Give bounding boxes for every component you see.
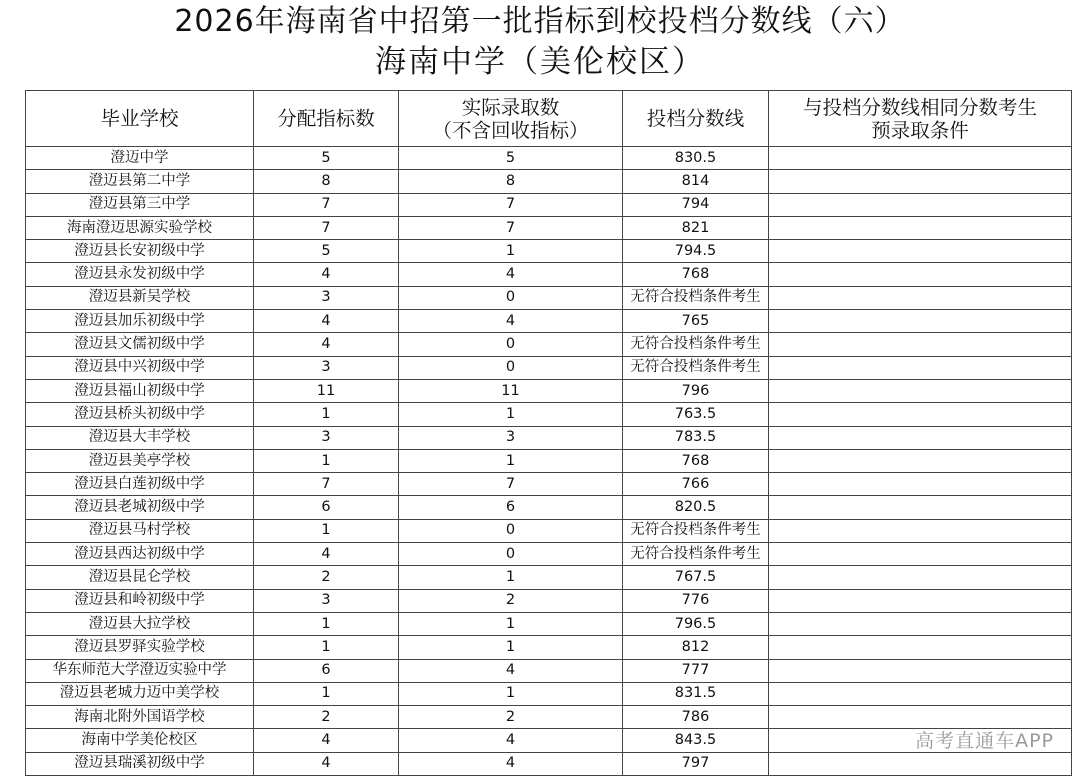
cell-score: 812 <box>623 636 769 659</box>
cell-admitted: 1 <box>399 403 623 426</box>
header-school: 毕业学校 <box>26 91 254 147</box>
cell-condition <box>769 636 1072 659</box>
table-row <box>26 356 1072 379</box>
cell-admitted: 1 <box>399 636 623 659</box>
cell-condition <box>769 379 1072 402</box>
cell-condition <box>769 496 1072 519</box>
cell-score: 无符合投档条件考生 <box>623 519 769 542</box>
cell-school: 澄迈县加乐初级中学 <box>26 310 254 333</box>
cell-score: 无符合投档条件考生 <box>623 543 769 566</box>
cell-school: 澄迈县大拉学校 <box>26 612 254 635</box>
cell-admitted: 2 <box>399 706 623 729</box>
cell-quota: 4 <box>254 752 399 775</box>
cell-score: 766 <box>623 473 769 496</box>
table-row <box>26 659 1072 682</box>
cell-school: 澄迈县桥头初级中学 <box>26 403 254 426</box>
cell-school: 华东师范大学澄迈实验中学 <box>26 659 254 682</box>
cell-school: 澄迈县西达初级中学 <box>26 543 254 566</box>
cell-admitted: 7 <box>399 473 623 496</box>
cell-admitted: 3 <box>399 426 623 449</box>
header-admitted-line1: 实际录取数 <box>461 95 560 119</box>
cell-condition <box>769 147 1072 170</box>
cell-admitted: 6 <box>399 496 623 519</box>
cell-admitted: 7 <box>399 193 623 216</box>
watermark-text: 高考直通车APP <box>915 730 1054 752</box>
cell-quota: 6 <box>254 496 399 519</box>
cell-quota: 1 <box>254 403 399 426</box>
cell-score: 765 <box>623 310 769 333</box>
cell-admitted: 1 <box>399 612 623 635</box>
cell-school: 澄迈县永发初级中学 <box>26 263 254 286</box>
cell-quota: 5 <box>254 240 399 263</box>
page-title: 2026年海南省中招第一批指标到校投档分数线（六） <box>174 4 906 39</box>
table-row <box>26 543 1072 566</box>
cell-condition <box>769 682 1072 705</box>
cell-score: 776 <box>623 589 769 612</box>
cell-school: 海南中学美伦校区 <box>26 729 254 752</box>
cell-condition <box>769 612 1072 635</box>
table-row <box>26 263 1072 286</box>
header-condition-line2: 预录取条件 <box>871 118 969 142</box>
table-row <box>26 403 1072 426</box>
cell-admitted: 0 <box>399 543 623 566</box>
cell-condition <box>769 659 1072 682</box>
cell-quota: 7 <box>254 216 399 239</box>
cell-score: 843.5 <box>623 729 769 752</box>
cell-admitted: 0 <box>399 333 623 356</box>
cell-condition <box>769 263 1072 286</box>
cell-condition <box>769 752 1072 775</box>
cell-admitted: 11 <box>399 379 623 402</box>
cell-quota: 3 <box>254 356 399 379</box>
cell-school: 澄迈县老城力迈中美学校 <box>26 682 254 705</box>
cell-admitted: 2 <box>399 589 623 612</box>
cell-score: 831.5 <box>623 682 769 705</box>
cell-score: 820.5 <box>623 496 769 519</box>
table-row <box>26 286 1072 309</box>
cell-condition <box>769 240 1072 263</box>
cell-quota: 2 <box>254 566 399 589</box>
table-row <box>26 496 1072 519</box>
cell-score: 777 <box>623 659 769 682</box>
cell-quota: 1 <box>254 519 399 542</box>
cell-quota: 4 <box>254 333 399 356</box>
cell-admitted: 0 <box>399 286 623 309</box>
cell-admitted: 4 <box>399 752 623 775</box>
score-table <box>25 90 1072 776</box>
cell-condition <box>769 473 1072 496</box>
cell-condition <box>769 449 1072 472</box>
cell-admitted: 1 <box>399 449 623 472</box>
cell-condition <box>769 286 1072 309</box>
table-body <box>26 147 1072 776</box>
cell-quota: 3 <box>254 426 399 449</box>
cell-quota: 3 <box>254 589 399 612</box>
cell-admitted: 4 <box>399 729 623 752</box>
cell-condition <box>769 356 1072 379</box>
cell-quota: 8 <box>254 170 399 193</box>
cell-condition <box>769 333 1072 356</box>
cell-quota: 11 <box>254 379 399 402</box>
cell-score: 无符合投档条件考生 <box>623 333 769 356</box>
cell-school: 澄迈县大丰学校 <box>26 426 254 449</box>
cell-quota: 4 <box>254 543 399 566</box>
cell-condition <box>769 519 1072 542</box>
cell-admitted: 0 <box>399 519 623 542</box>
cell-quota: 6 <box>254 659 399 682</box>
table-row <box>26 473 1072 496</box>
cell-admitted: 4 <box>399 659 623 682</box>
cell-score: 786 <box>623 706 769 729</box>
cell-school: 澄迈县昆仑学校 <box>26 566 254 589</box>
header-admitted <box>399 91 623 147</box>
cell-score: 768 <box>623 449 769 472</box>
cell-score: 797 <box>623 752 769 775</box>
table-row <box>26 449 1072 472</box>
cell-condition <box>769 543 1072 566</box>
cell-school: 澄迈县罗驿实验学校 <box>26 636 254 659</box>
table-row <box>26 426 1072 449</box>
table-row <box>26 636 1072 659</box>
table-row <box>26 333 1072 356</box>
cell-condition <box>769 403 1072 426</box>
header-quota: 分配指标数 <box>254 91 399 147</box>
cell-school: 海南北附外国语学校 <box>26 706 254 729</box>
cell-admitted: 4 <box>399 310 623 333</box>
cell-school: 澄迈中学 <box>26 147 254 170</box>
table-row <box>26 147 1072 170</box>
table-row <box>26 310 1072 333</box>
cell-quota: 2 <box>254 706 399 729</box>
cell-quota: 4 <box>254 729 399 752</box>
cell-score: 783.5 <box>623 426 769 449</box>
cell-score: 821 <box>623 216 769 239</box>
table-row <box>26 240 1072 263</box>
header-condition <box>769 91 1072 147</box>
cell-quota: 1 <box>254 682 399 705</box>
cell-condition <box>769 589 1072 612</box>
cell-score: 814 <box>623 170 769 193</box>
cell-admitted: 7 <box>399 216 623 239</box>
cell-score: 796 <box>623 379 769 402</box>
cell-quota: 1 <box>254 449 399 472</box>
cell-quota: 5 <box>254 147 399 170</box>
header-score: 投档分数线 <box>623 91 769 147</box>
cell-quota: 4 <box>254 310 399 333</box>
cell-quota: 1 <box>254 612 399 635</box>
cell-quota: 3 <box>254 286 399 309</box>
cell-school: 澄迈县老城初级中学 <box>26 496 254 519</box>
cell-score: 794.5 <box>623 240 769 263</box>
cell-admitted: 0 <box>399 356 623 379</box>
table-row <box>26 566 1072 589</box>
cell-score: 763.5 <box>623 403 769 426</box>
table-row <box>26 612 1072 635</box>
table-row <box>26 682 1072 705</box>
cell-quota: 7 <box>254 193 399 216</box>
cell-quota: 4 <box>254 263 399 286</box>
cell-school: 澄迈县福山初级中学 <box>26 379 254 402</box>
table-row <box>26 519 1072 542</box>
table-row <box>26 589 1072 612</box>
cell-score: 768 <box>623 263 769 286</box>
cell-score: 794 <box>623 193 769 216</box>
cell-quota: 7 <box>254 473 399 496</box>
cell-score: 无符合投档条件考生 <box>623 286 769 309</box>
table-row <box>26 193 1072 216</box>
cell-school: 澄迈县文儒初级中学 <box>26 333 254 356</box>
cell-school: 澄迈县瑞溪初级中学 <box>26 752 254 775</box>
cell-score: 830.5 <box>623 147 769 170</box>
cell-score: 796.5 <box>623 612 769 635</box>
cell-school: 澄迈县和岭初级中学 <box>26 589 254 612</box>
cell-admitted: 1 <box>399 566 623 589</box>
cell-school: 澄迈县白莲初级中学 <box>26 473 254 496</box>
cell-school: 澄迈县第二中学 <box>26 170 254 193</box>
cell-score: 767.5 <box>623 566 769 589</box>
cell-quota: 1 <box>254 636 399 659</box>
page-subtitle: 海南中学（美伦校区） <box>375 44 705 80</box>
cell-school: 澄迈县第三中学 <box>26 193 254 216</box>
cell-admitted: 1 <box>399 240 623 263</box>
cell-condition <box>769 216 1072 239</box>
cell-school: 澄迈县美亭学校 <box>26 449 254 472</box>
table-row <box>26 379 1072 402</box>
cell-school: 澄迈县新吴学校 <box>26 286 254 309</box>
cell-condition <box>769 426 1072 449</box>
cell-condition <box>769 310 1072 333</box>
header-condition-line1: 与投档分数线相同分数考生 <box>802 95 1037 119</box>
table-header-row <box>26 91 1072 147</box>
cell-school: 海南澄迈思源实验学校 <box>26 216 254 239</box>
cell-condition <box>769 566 1072 589</box>
cell-condition <box>769 170 1072 193</box>
cell-condition <box>769 193 1072 216</box>
cell-admitted: 8 <box>399 170 623 193</box>
table-row <box>26 752 1072 775</box>
cell-score: 无符合投档条件考生 <box>623 356 769 379</box>
cell-school: 澄迈县马村学校 <box>26 519 254 542</box>
table-row <box>26 170 1072 193</box>
cell-admitted: 1 <box>399 682 623 705</box>
cell-admitted: 4 <box>399 263 623 286</box>
cell-admitted: 5 <box>399 147 623 170</box>
cell-school: 澄迈县长安初级中学 <box>26 240 254 263</box>
header-admitted-line2: （不含回收指标） <box>432 118 589 142</box>
cell-school: 澄迈县中兴初级中学 <box>26 356 254 379</box>
table-row <box>26 216 1072 239</box>
